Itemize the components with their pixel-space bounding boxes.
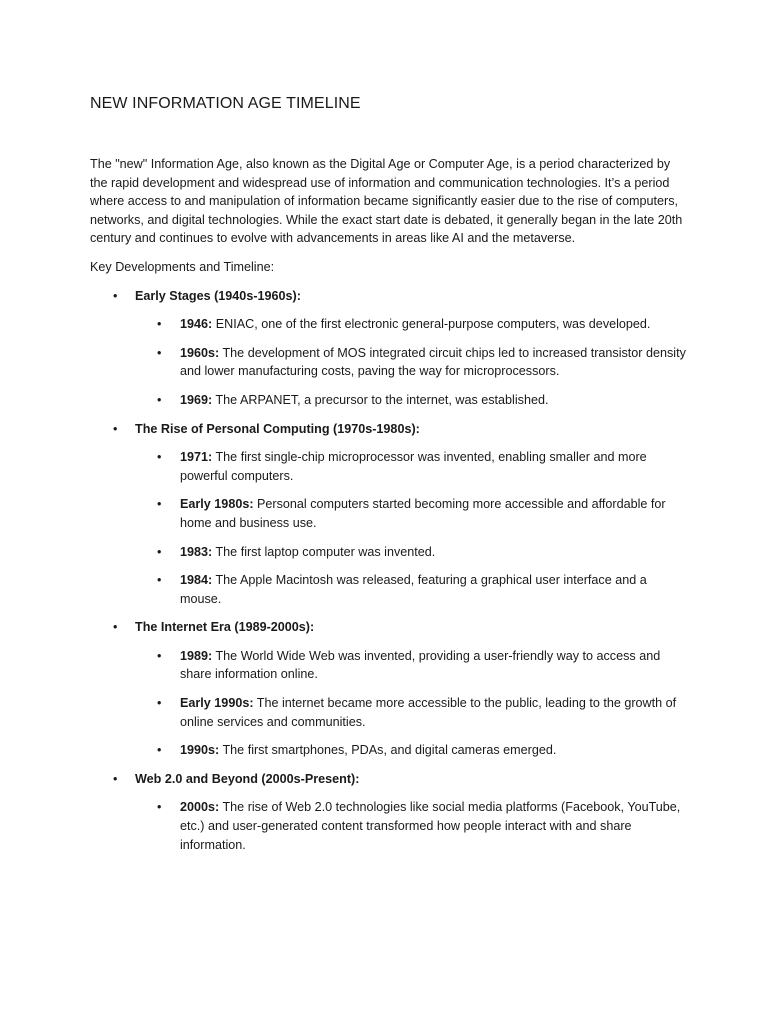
event-text: The Apple Macintosh was released, featuring a graphical user interface and a mouse.	[180, 573, 647, 606]
event-text: The first laptop computer was invented.	[212, 544, 436, 559]
event-text: The rise of Web 2.0 technologies like social media platforms (Facebook, YouTube, etc.) and user-generated content transformed how people interact with and share information.	[180, 800, 681, 852]
bullet-icon: •	[157, 544, 162, 559]
bullet-icon: •	[157, 696, 162, 711]
timeline-event	[135, 391, 688, 410]
page-title: NEW INFORMATION AGE TIMELINE	[90, 95, 361, 112]
event-year: Early 1990s:	[180, 696, 254, 711]
bullet-icon: •	[113, 288, 118, 303]
event-list	[135, 798, 688, 854]
event-year: 1971:	[180, 450, 213, 465]
timeline-event	[135, 694, 688, 731]
timeline-event	[135, 571, 688, 608]
timeline-heading: Key Developments and Timeline:	[90, 259, 275, 274]
timeline-event	[135, 798, 688, 854]
bullet-icon: •	[157, 392, 162, 407]
bullet-icon: •	[113, 421, 118, 436]
bullet-icon: •	[157, 450, 162, 465]
event-year: Early 1980s:	[180, 497, 254, 512]
bullet-icon: •	[157, 497, 162, 512]
timeline-section	[90, 420, 688, 609]
bullet-icon: •	[157, 317, 162, 332]
timeline-event	[135, 495, 688, 532]
bullet-icon: •	[157, 743, 162, 758]
section-label: Web 2.0 and Beyond (2000s-Present):	[135, 771, 360, 786]
bullet-icon: •	[113, 771, 118, 786]
event-text: The ARPANET, a precursor to the internet, was established.	[212, 392, 549, 407]
timeline-event	[135, 315, 688, 334]
timeline-section	[90, 618, 688, 760]
bullet-icon: •	[157, 573, 162, 588]
event-year: 1969:	[180, 392, 213, 407]
section-label: Early Stages (1940s-1960s):	[135, 288, 301, 303]
section-label: The Internet Era (1989-2000s):	[135, 620, 315, 635]
event-text: The first smartphones, PDAs, and digital cameras emerged.	[219, 743, 557, 758]
event-year: 1960s:	[180, 345, 220, 360]
event-text: ENIAC, one of the first electronic general-purpose computers, was developed.	[212, 317, 651, 332]
event-text: The development of MOS integrated circuit chips led to increased transistor density and lower manufacturing costs, paving the way for microprocessors.	[180, 345, 686, 379]
bullet-icon: •	[157, 648, 162, 663]
timeline-section	[90, 287, 688, 410]
event-list	[135, 315, 688, 409]
event-text: The internet became more accessible to the public, leading to the growth of online services and communities.	[180, 696, 677, 729]
bullet-icon: •	[113, 620, 118, 635]
event-text: The first single-chip microprocessor was invented, enabling smaller and more powerful computers.	[180, 450, 647, 483]
timeline-event	[135, 543, 688, 562]
timeline-event	[135, 741, 688, 760]
bullet-icon: •	[157, 800, 162, 815]
timeline-event	[135, 448, 688, 485]
event-year: 1946:	[180, 317, 213, 332]
event-list	[135, 448, 688, 608]
event-year: 2000s:	[180, 800, 220, 815]
timeline-event	[135, 344, 688, 381]
section-label: The Rise of Personal Computing (1970s-1980s):	[135, 421, 420, 436]
timeline-sections	[90, 287, 688, 855]
event-year: 1990s:	[180, 743, 220, 758]
event-year: 1989:	[180, 648, 213, 663]
event-year: 1984:	[180, 573, 213, 588]
timeline-section	[90, 770, 688, 854]
timeline-event	[135, 647, 688, 684]
event-text: Personal computers started becoming more accessible and affordable for home and business use.	[180, 497, 666, 530]
intro-paragraph: The "new" Information Age, also known as the Digital Age or Computer Age, is a period characterized by the rapid development and widespread use of information and communication technologies. It’s a period where access to and manipulation of information became significantly easier due to the rise of computers, networks, and digital technologies. While the exact start date is debated, it generally began in the late 20th century and continues to evolve with advancements in areas like AI and the metaverse.	[90, 157, 683, 246]
event-year: 1983:	[180, 544, 213, 559]
event-text: The World Wide Web was invented, providing a user-friendly way to access and share information online.	[180, 648, 661, 682]
bullet-icon: •	[157, 345, 162, 360]
event-list	[135, 647, 688, 760]
